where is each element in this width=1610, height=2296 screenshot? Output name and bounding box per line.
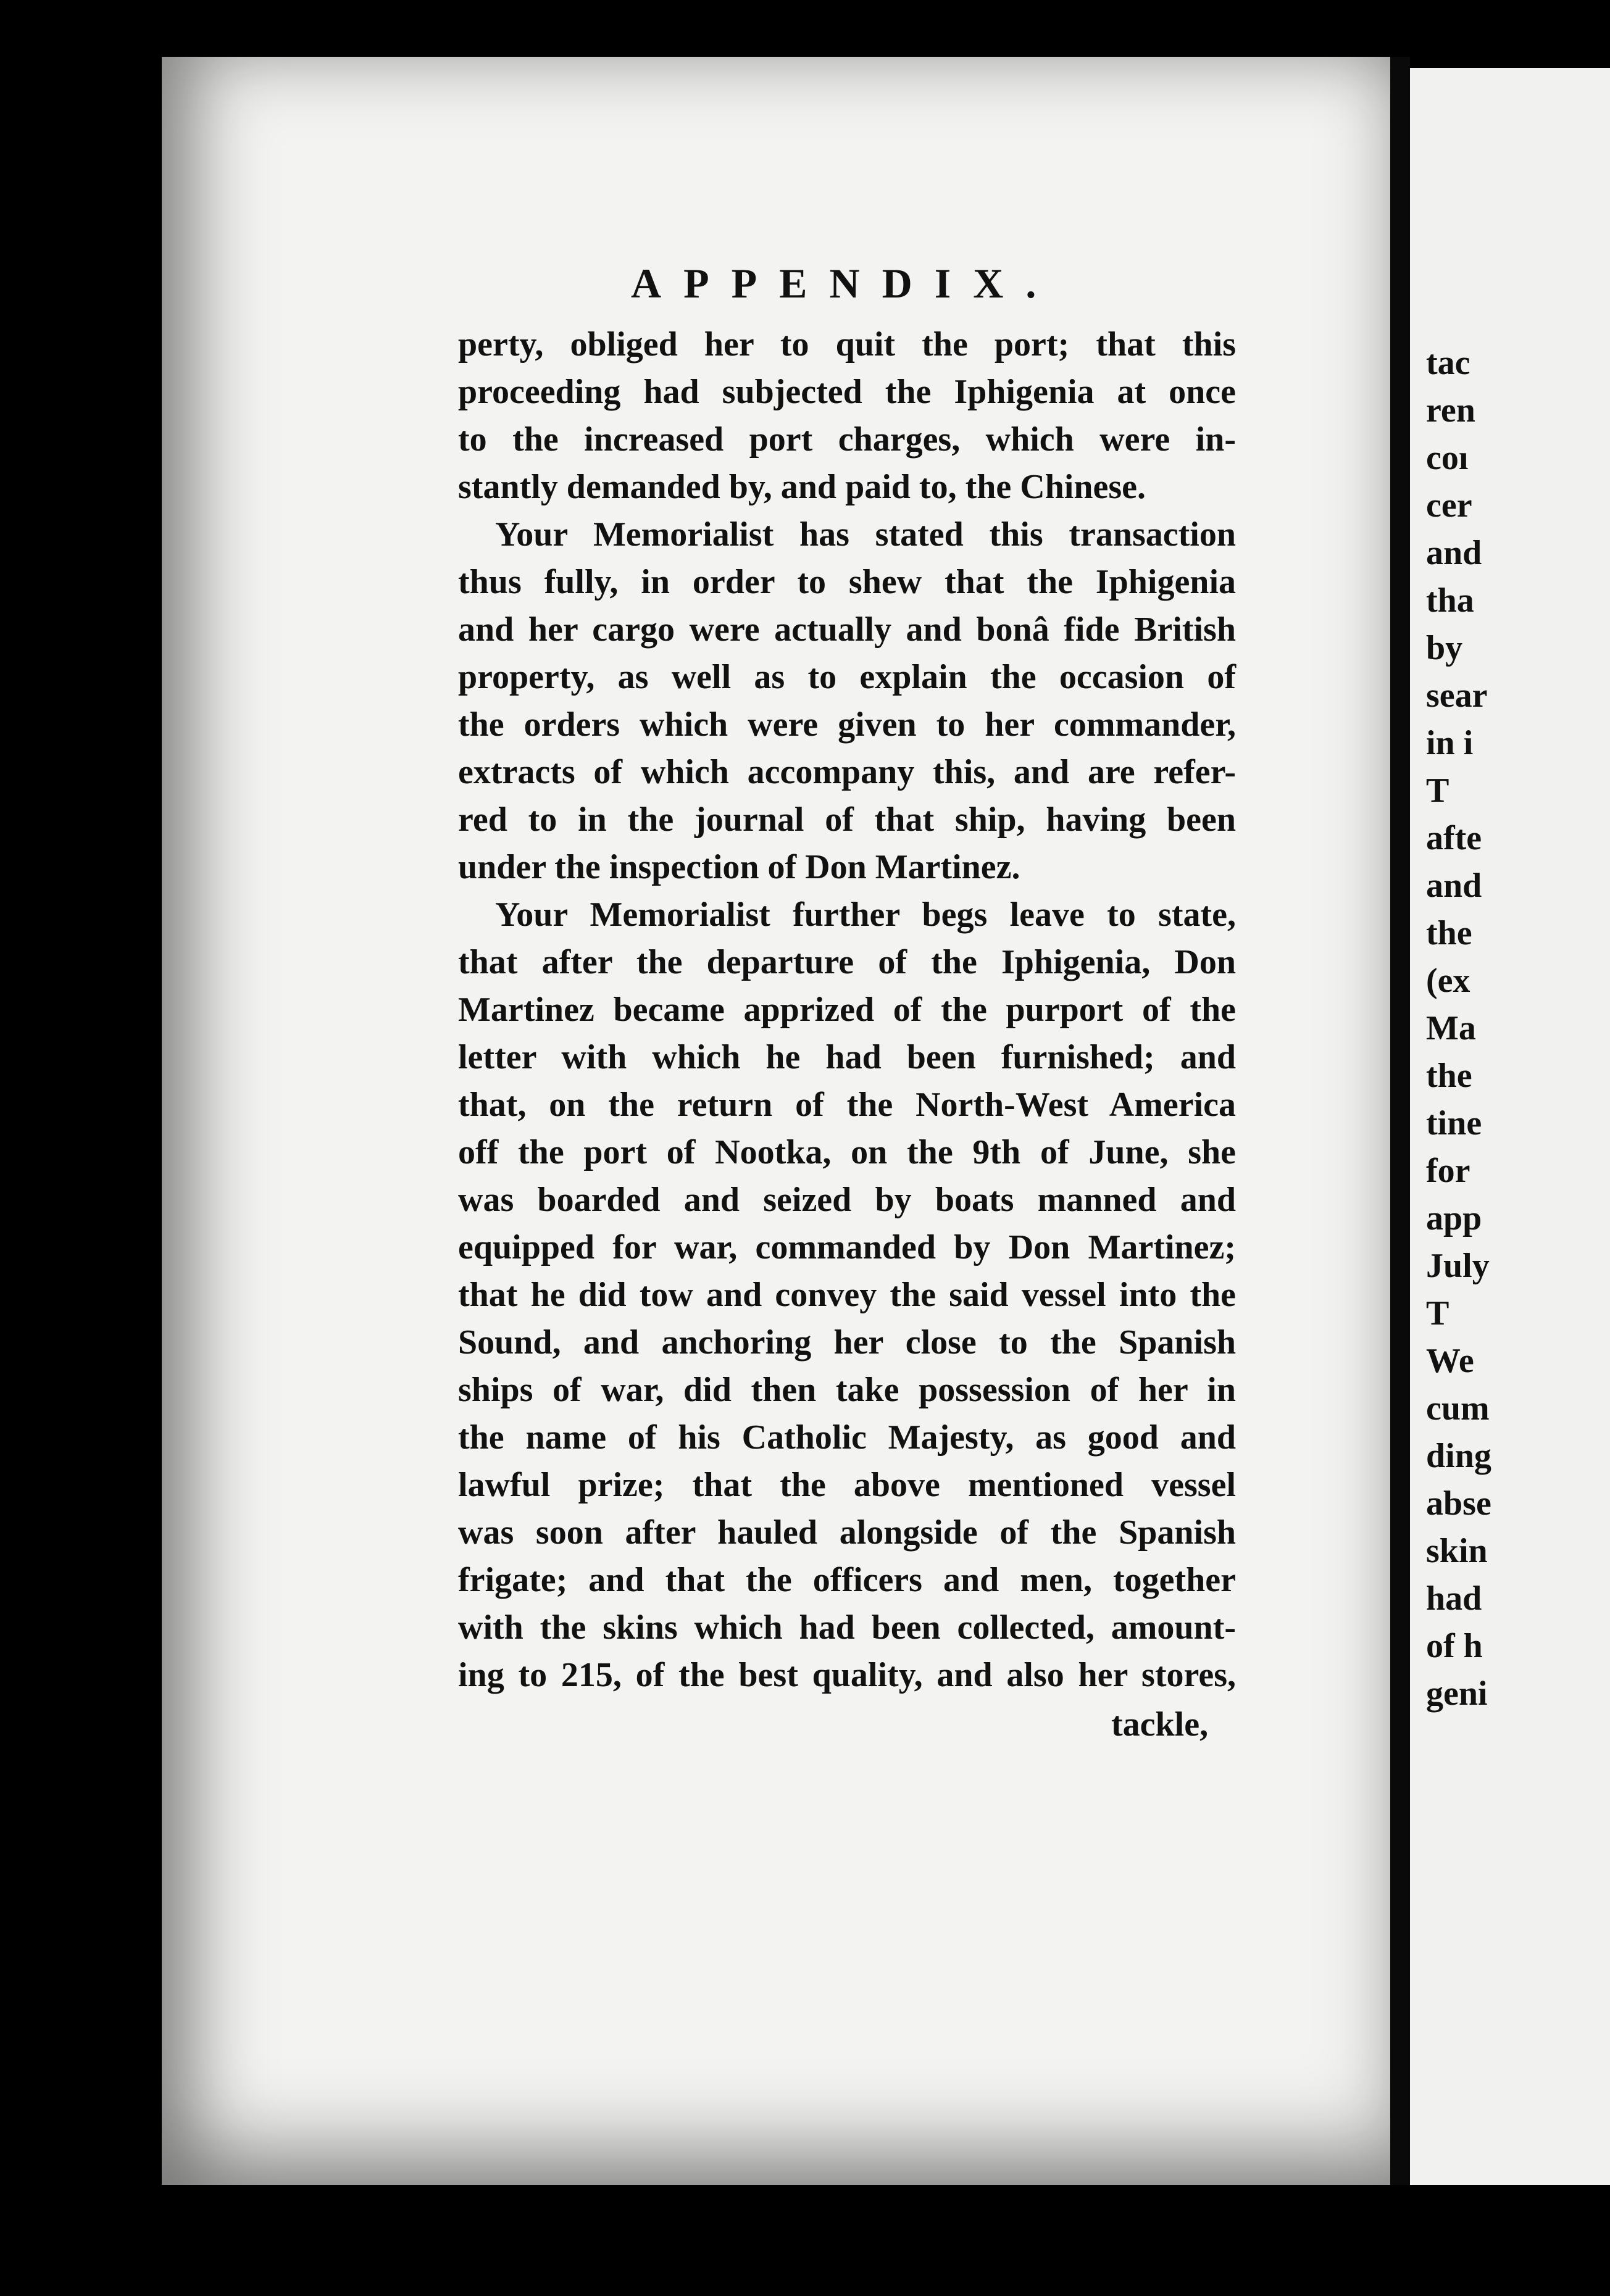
text-line: the name of his Catholic Majesty, as good and bbox=[458, 1418, 1236, 1457]
facing-fragment: the bbox=[1426, 914, 1472, 952]
facing-fragment: app bbox=[1426, 1199, 1482, 1237]
text-line: Martinez became apprized of the purport of the bbox=[458, 991, 1236, 1029]
facing-fragment: tac bbox=[1426, 344, 1470, 382]
facing-fragment: and bbox=[1426, 867, 1482, 905]
facing-fragment: tha bbox=[1426, 581, 1474, 620]
facing-fragment: (ex bbox=[1426, 962, 1470, 1000]
text-line: the orders which were given to her commander, bbox=[458, 705, 1236, 744]
text-line: proceeding had subjected the Iphigenia at once bbox=[458, 373, 1236, 411]
facing-page-text bbox=[1426, 339, 1610, 1718]
text-line: equipped for war, commanded by Don Martinez; bbox=[458, 1228, 1236, 1267]
facing-fragment: sear bbox=[1426, 676, 1488, 715]
facing-fragment: Ma bbox=[1426, 1009, 1476, 1047]
text-line: with the skins which had been collected, amount- bbox=[458, 1608, 1236, 1647]
facing-fragment: in i bbox=[1426, 724, 1474, 762]
facing-fragment: the bbox=[1426, 1057, 1472, 1095]
facing-fragment: We bbox=[1426, 1342, 1474, 1380]
text-line: Sound, and anchoring her close to the Spanish bbox=[458, 1323, 1236, 1362]
running-head: APPENDIX. bbox=[631, 260, 1059, 307]
facing-fragment: T bbox=[1426, 772, 1449, 810]
facing-fragment: cer bbox=[1426, 486, 1472, 525]
text-line: ships of war, did then take possession of her in bbox=[458, 1371, 1236, 1409]
facing-fragment: ding bbox=[1426, 1437, 1491, 1475]
text-line: under the inspection of Don Martinez. bbox=[458, 848, 1020, 886]
facing-fragment: coı bbox=[1426, 439, 1469, 477]
facing-fragment: cum bbox=[1426, 1389, 1490, 1428]
text-line: off the port of Nootka, on the 9th of June, she bbox=[458, 1133, 1236, 1171]
facing-fragment: ren bbox=[1426, 391, 1475, 430]
facing-page bbox=[1410, 68, 1610, 2185]
text-line: thus fully, in order to shew that the Iphigenia bbox=[458, 563, 1236, 601]
facing-fragment: July bbox=[1426, 1247, 1490, 1285]
text-line: was boarded and seized by boats manned and bbox=[458, 1181, 1236, 1219]
text-line: extracts of which accompany this, and are refer- bbox=[458, 753, 1236, 791]
text-line: ing to 215, of the best quality, and also her stores, bbox=[458, 1656, 1236, 1694]
facing-fragment: and bbox=[1426, 534, 1482, 572]
text-line: that, on the return of the North-West America bbox=[458, 1086, 1236, 1124]
text-line: was soon after hauled alongside of the Spanish bbox=[458, 1513, 1236, 1552]
facing-fragment: skin bbox=[1426, 1532, 1488, 1570]
facing-fragment: geni bbox=[1426, 1674, 1488, 1713]
book-gutter bbox=[1390, 57, 1410, 2185]
text-line: that he did tow and convey the said vessel into the bbox=[458, 1276, 1236, 1314]
text-line: that after the departure of the Iphigenia, Don bbox=[458, 943, 1236, 981]
facing-fragment: afte bbox=[1426, 819, 1482, 857]
text-line: letter with which he had been furnished; and bbox=[458, 1038, 1236, 1076]
facing-fragment: T bbox=[1426, 1294, 1449, 1333]
facing-fragment: for bbox=[1426, 1152, 1470, 1190]
facing-fragment: tine bbox=[1426, 1104, 1482, 1142]
page-body bbox=[458, 321, 1236, 1699]
text-line: property, as well as to explain the occasion of bbox=[458, 658, 1236, 696]
text-line: Your Memorialist further begs leave to state, bbox=[495, 896, 1236, 934]
text-line: Your Memorialist has stated this transaction bbox=[495, 515, 1236, 554]
text-line: and her cargo were actually and bonâ fide British bbox=[458, 610, 1236, 649]
catchword: tackle, bbox=[1111, 1705, 1209, 1744]
text-line: frigate; and that the officers and men, together bbox=[458, 1561, 1236, 1599]
text-line: stantly demanded by, and paid to, the Chinese. bbox=[458, 468, 1146, 506]
facing-fragment: of h bbox=[1426, 1627, 1483, 1665]
facing-fragment: by bbox=[1426, 629, 1463, 667]
text-line: red to in the journal of that ship, having been bbox=[458, 801, 1236, 839]
text-line: perty, obliged her to quit the port; that this bbox=[458, 325, 1236, 364]
facing-fragment: had bbox=[1426, 1579, 1482, 1618]
facing-fragment: abse bbox=[1426, 1484, 1491, 1523]
text-line: to the increased port charges, which were in- bbox=[458, 420, 1236, 459]
text-line: lawful prize; that the above mentioned vessel bbox=[458, 1466, 1236, 1504]
